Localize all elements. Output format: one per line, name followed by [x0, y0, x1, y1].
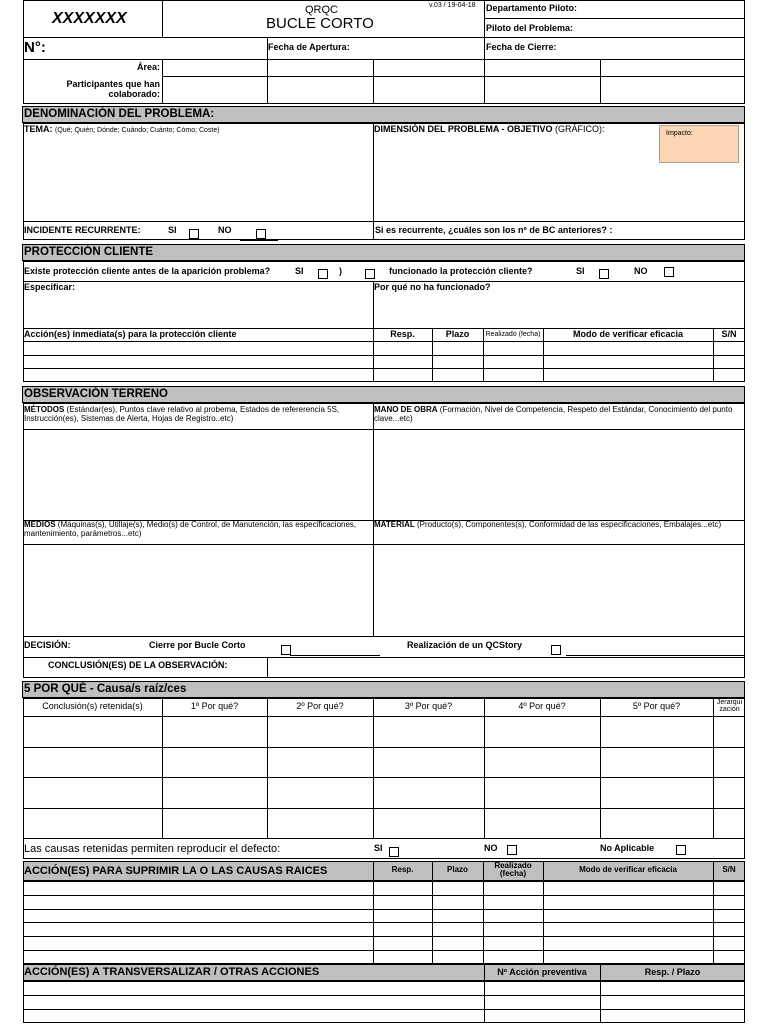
- proteccion-col-resp: Resp.: [390, 329, 415, 339]
- funcionado-si-label: SI: [576, 266, 585, 276]
- dimension-label: DIMENSIÓN DEL PROBLEMA - OBJETIVO (GRÁFICO):: [374, 124, 605, 134]
- fecha-apertura-label: Fecha de Apertura:: [268, 42, 350, 52]
- funcionado-no-checkbox[interactable]: [664, 267, 674, 277]
- porque-col-3: 3º Por qué?: [404, 701, 453, 711]
- incidente-label: INCIDENTE RECURRENTE:: [24, 225, 141, 235]
- proteccion-col-plazo: Plazo: [445, 329, 470, 339]
- mano-obra-text: MANO DE OBRA (Formación, Nivel de Competencia, Respeto del Estándar, Conocimiento del punto clave...etc): [374, 405, 733, 423]
- proteccion-band: PROTECCIÓN CLIENTE: [22, 244, 745, 261]
- porque-col-1: 1º Por qué?: [190, 701, 239, 711]
- funcionado-no-label: NO: [634, 266, 648, 276]
- suprimir-col-plazo: Plazo: [447, 865, 468, 874]
- funcionado-question: funcionado la protección cliente?: [389, 266, 533, 276]
- funcionado-si-checkbox[interactable]: [599, 269, 609, 279]
- qcstory-label: Realización de un QCStory: [407, 640, 523, 650]
- suprimir-col-modo: Modo de verificar eficacia: [579, 865, 677, 874]
- medios-text: MEDIOS (Máquinas(s), Utillaje(s), Medio(s) de Control, de Manutención, las especificaciones, mantenimiento, parámetros...etc): [24, 520, 357, 538]
- suprimir-col-sn: S/N: [722, 865, 736, 874]
- material-text: MATERIAL (Producto(s), Componentes(s), Conformidad de las especificaciones, Embalajes...etc): [374, 520, 722, 529]
- cierre-checkbox[interactable]: [281, 645, 291, 655]
- existe-no-label: ): [339, 266, 342, 276]
- qrqc-label: QRQC: [305, 4, 338, 16]
- incidente-no-checkbox[interactable]: [256, 229, 266, 239]
- porque-col-2: 2º Por qué?: [296, 701, 344, 711]
- participantes-label: Participantes que han colaborado:: [66, 79, 160, 99]
- impacto-box[interactable]: Impacto:: [659, 125, 739, 163]
- reproducir-si-label: SI: [374, 843, 383, 853]
- proteccion-col-accion: Acción(es) inmediata(s) para la protección cliente: [24, 329, 237, 339]
- existe-question: Existe protección cliente antes de la aparición problema?: [24, 266, 271, 276]
- cierre-label: Cierre por Bucle Corto: [149, 640, 246, 650]
- observacion-band: OBSERVACIÓN TERRENO: [22, 386, 745, 403]
- transversal-title: ACCIÓN(ES) A TRANSVERSALIZAR / OTRAS ACCIONES: [24, 966, 320, 978]
- decision-label: DECISIÓN:: [24, 640, 71, 650]
- area-label: Área:: [136, 62, 160, 72]
- especificar-label: Especificar:: [24, 282, 76, 292]
- piloto-label: Piloto del Problema:: [486, 23, 574, 33]
- numero-label: N°:: [24, 39, 46, 56]
- existe-si-label: SI: [295, 266, 304, 276]
- reproducir-label: Las causas retenidas permiten reproducir el defecto:: [24, 843, 281, 855]
- fecha-cierre-label: Fecha de Cierre:: [486, 42, 557, 52]
- porque-col-jerarquizacion: Jerarqui zación: [716, 699, 743, 713]
- tema-label: TEMA: (Qué; Quién; Dónde; Cuándo; Cuánto; Cómo; Coste): [24, 124, 220, 134]
- metodos-text: MÉTODOS (Estándar(es), Puntos clave relativo al probema, Estados de refererencia 5S, Instrucción(es), Sistemas de Alerta, Hojas de Registro..etc): [24, 405, 340, 423]
- reproducir-no-label: NO: [484, 843, 498, 853]
- denominacion-band: DENOMINACIÓN DEL PROBLEMA:: [22, 106, 745, 123]
- porque-col-4: 4º Por qué?: [518, 701, 566, 711]
- reproducir-na-label: No Aplicable: [600, 843, 655, 853]
- suprimir-title: ACCIÓN(ES) PARA SUPRIMIR LA O LAS CAUSAS RAICES: [24, 865, 328, 877]
- proteccion-col-modo: Modo de verificar eficacia: [572, 329, 684, 339]
- suprimir-col-resp: Resp.: [391, 865, 414, 874]
- incidente-si-label: SI: [168, 225, 177, 235]
- recurrente-question: Si es recurrente, ¿cuáles son los nº de BC anteriores? :: [375, 225, 613, 235]
- qcstory-checkbox[interactable]: [551, 645, 561, 655]
- departamento-label: Departamento Piloto:: [486, 3, 578, 13]
- transversal-col-resp: Resp. / Plazo: [644, 967, 701, 977]
- version-label: v.03 / 19-04-18: [429, 2, 476, 9]
- porque-band: 5 POR QUÉ - Causa/s raíz/ces: [22, 681, 745, 698]
- incidente-no-label: NO: [218, 225, 232, 235]
- transversal-col-accion: Nº Acción preventiva: [497, 967, 587, 977]
- reproducir-si-checkbox[interactable]: [389, 847, 399, 857]
- porque-col-5: 5º Por qué?: [632, 701, 681, 711]
- conclusion-label: CONCLUSIÓN(ES) DE LA OBSERVACIÓN:: [48, 660, 228, 670]
- form-code: XXXXXXX: [52, 10, 127, 27]
- incidente-si-checkbox[interactable]: [189, 229, 199, 239]
- page-title: BUCLE CORTO: [266, 15, 374, 32]
- existe-no-checkbox[interactable]: [365, 269, 375, 279]
- reproducir-na-checkbox[interactable]: [676, 845, 686, 855]
- suprimir-col-realizado: Realizado (fecha): [494, 861, 532, 879]
- porque-col-conclusion: Conclusión(s) retenida(s): [42, 701, 143, 711]
- proteccion-col-realizado: Realizado (fecha): [485, 331, 541, 338]
- porque-no-label: Por qué no ha funcionado?: [374, 282, 491, 292]
- proteccion-col-sn: S/N: [721, 329, 737, 339]
- reproducir-no-checkbox[interactable]: [507, 845, 517, 855]
- existe-si-checkbox[interactable]: [318, 269, 328, 279]
